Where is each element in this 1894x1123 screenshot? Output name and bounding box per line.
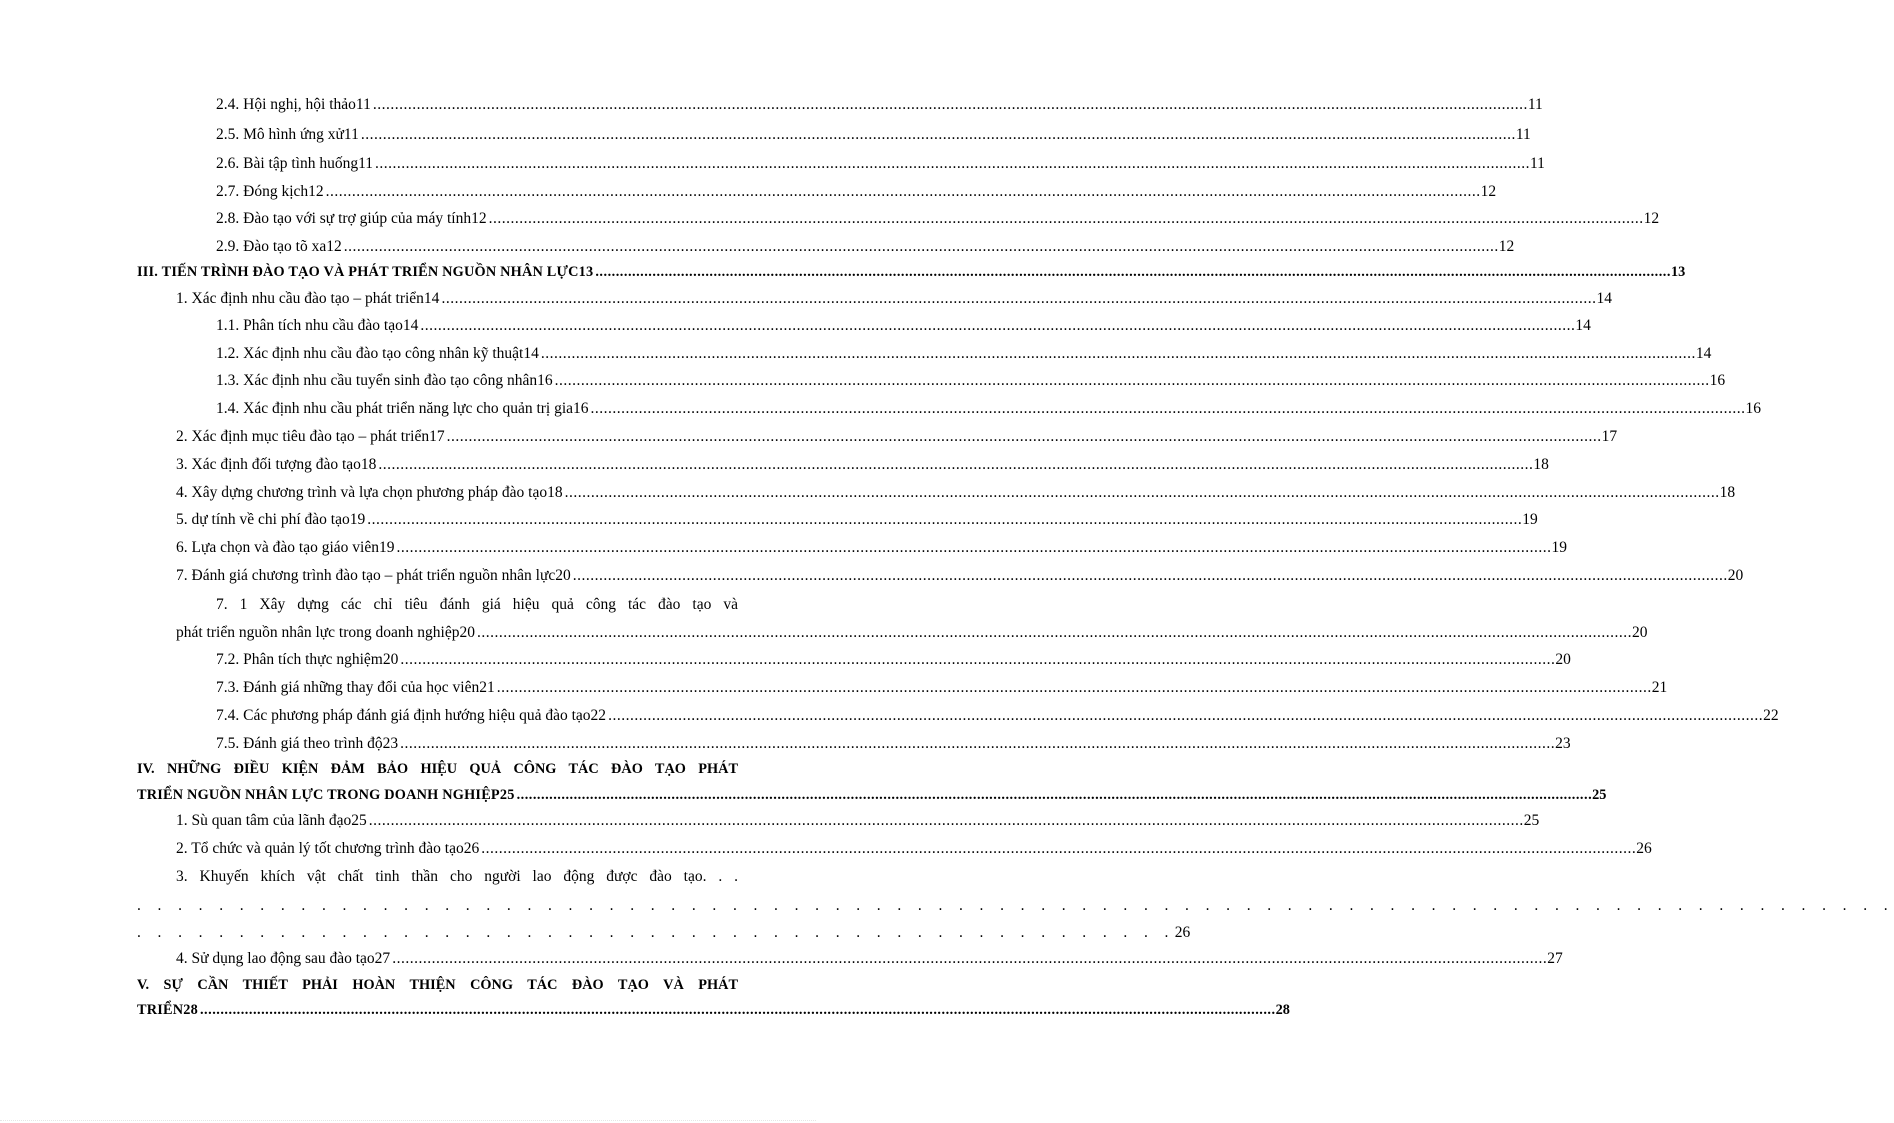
toc-entry[interactable] — [176, 620, 1648, 646]
toc-entry[interactable] — [216, 647, 1571, 673]
toc-entry-page: 12 — [1480, 183, 1497, 200]
dot-leader — [555, 368, 1710, 394]
toc-entry-title: phát triển nguồn nhân lực trong doanh nghiệp20 — [176, 624, 475, 641]
toc-entry-title: IV. NHỮNG ĐIỀU KIỆN ĐẢM BẢO HIỆU QUẢ CÔNG TÁC ĐÀO TẠO PHÁT — [137, 761, 738, 777]
toc-entry-title: III. TIẾN TRÌNH ĐÀO TẠO VÀ PHÁT TRIỂN NGUỒN NHÂN LỰC13 — [137, 264, 594, 280]
dot-leader — [373, 92, 1528, 118]
dot-leader — [375, 151, 1530, 177]
toc-entry-page: 20 — [1631, 624, 1648, 641]
toc-entry-title: 2. Tổ chức và quản lý tốt chương trình đào tạo26 — [176, 840, 480, 857]
toc-entry-page: 20 — [1555, 651, 1571, 668]
toc-entry-title: 7.5. Đánh giá theo trình độ23 — [216, 735, 399, 752]
toc-entry-page: 28 — [1275, 1002, 1290, 1018]
toc-entry[interactable] — [216, 396, 1762, 422]
toc-entry-title: 1.1. Phân tích nhu cầu đào tạo14 — [216, 317, 419, 334]
toc-entry-page: 11 — [1530, 155, 1545, 172]
toc-entry[interactable] — [176, 946, 1563, 972]
dot-leader — [565, 480, 1720, 506]
dot-leader — [361, 122, 1516, 148]
dot-leader — [326, 179, 1481, 205]
toc-entry-page: 19 — [1522, 511, 1538, 528]
toc-entry[interactable] — [216, 313, 1591, 339]
dot-leader — [517, 782, 1593, 808]
toc-entry-page: 14 — [1575, 317, 1591, 334]
dot-leader — [344, 234, 1499, 260]
toc-entry[interactable] — [216, 179, 1497, 205]
toc-entry-title: 7.4. Các phương pháp đánh giá định hướng hiệu quả đào tạo22 — [216, 707, 607, 724]
toc-entry-title: 2.6. Bài tập tình huống11 — [216, 155, 373, 172]
dot-leader — [400, 647, 1555, 673]
toc-entry-page: 26 — [1636, 840, 1652, 857]
dot-leader — [573, 563, 1728, 589]
toc-section-heading[interactable] — [137, 259, 1686, 285]
toc-entry[interactable] — [176, 452, 1549, 478]
dot-leader — [392, 946, 1547, 972]
toc-entry-page: 25 — [1523, 812, 1540, 829]
toc-entry-title: 4. Xây dựng chương trình và lựa chọn phương pháp đào tạo18 — [176, 484, 563, 501]
toc-entry-page: 16 — [1709, 372, 1726, 389]
toc-entry-page: 16 — [1745, 400, 1762, 417]
toc-entry-title: 4. Sử dụng lao động sau đào tạo27 — [176, 950, 391, 967]
dot-leader: . . . . . . . . . . . . . . . . . . . . . . . . . . . . . . . . . . . . . . . . . . . . . . . . . . . — [137, 924, 1175, 941]
toc-entry[interactable] — [176, 563, 1744, 589]
toc-entry[interactable] — [216, 206, 1660, 232]
toc-entry-page: 18 — [1719, 484, 1736, 501]
toc-entry[interactable] — [216, 675, 1668, 701]
toc-entry-page: 20 — [1727, 567, 1744, 584]
toc-entry-page: 13 — [1670, 264, 1686, 280]
dot-leader — [595, 259, 1671, 285]
toc-entry[interactable] — [216, 122, 1531, 148]
toc-entry-title: 2.7. Đóng kịch12 — [216, 183, 324, 200]
toc-entry[interactable] — [176, 535, 1567, 561]
toc-entry-page: 14 — [1695, 345, 1712, 362]
toc-entry-title: 2.9. Đào tạo tõ xa12 — [216, 238, 342, 255]
dot-leader — [367, 507, 1522, 533]
toc-entry-page: 17 — [1601, 428, 1618, 445]
toc-entry-page: 23 — [1555, 735, 1571, 752]
dot-leader — [378, 452, 1533, 478]
toc-entry-title: 7. Đánh giá chương trình đào tạo – phát triển nguồn nhân lực20 — [176, 567, 571, 584]
toc-entry-title: 3. Khuyến khích vật chất tinh thần cho người lao động được đào tạo. . . — [176, 868, 738, 885]
toc-entry-title: 1. Xác định nhu cầu đào tạo – phát triển14 — [176, 290, 440, 307]
toc-entry[interactable] — [216, 92, 1543, 118]
toc-entry-page: 26 — [1174, 924, 1191, 941]
toc-entry-page: 27 — [1547, 950, 1563, 967]
dot-leader: . . . . . . . . . . . . . . . . . . . . . . . . . . . . . . . . . . . . . . . . . . . . . . . . . . . . . . . . . . . . . . . . . . . . . . . . . . . . . . . . . . . . . . — [137, 897, 1894, 914]
toc-entry[interactable] — [216, 341, 1712, 367]
toc-entry-title: 6. Lựa chọn và đào tạo giáo viên19 — [176, 539, 395, 556]
dot-leader — [608, 703, 1763, 729]
toc-entry-wrapped-line[interactable] — [216, 592, 738, 618]
dot-leader — [447, 424, 1602, 450]
toc-entry[interactable] — [176, 808, 1540, 834]
page-bottom-edge — [0, 1120, 816, 1121]
dot-leader — [396, 535, 1551, 561]
toc-entry[interactable] — [216, 368, 1726, 394]
toc-entry[interactable] — [176, 836, 1652, 862]
toc-entry-page: 19 — [1551, 539, 1567, 556]
toc-entry-title: 5. dự tính về chi phí đào tạo19 — [176, 511, 366, 528]
toc-entry-title: 3. Xác định đối tượng đào tạo18 — [176, 456, 377, 473]
toc-entry[interactable] — [216, 731, 1571, 757]
toc-section-heading[interactable] — [137, 997, 1290, 1023]
toc-entry-title: TRIỂN28 — [137, 1002, 198, 1018]
toc-entry[interactable] — [176, 286, 1612, 312]
toc-entry[interactable] — [216, 234, 1515, 260]
dot-leader — [200, 997, 1276, 1023]
toc-entry-title: 1.2. Xác định nhu cầu đào tạo công nhân kỹ thuật14 — [216, 345, 539, 362]
toc-entry[interactable] — [176, 424, 1618, 450]
dot-leader — [497, 675, 1652, 701]
toc-entry-page: 18 — [1533, 456, 1549, 473]
toc-entry-title: 2.5. Mô hình ứng xử11 — [216, 126, 359, 143]
dot-leader — [400, 731, 1555, 757]
dot-leader — [441, 286, 1596, 312]
toc-section-heading[interactable] — [137, 782, 1607, 808]
toc-entry-wrapped-line[interactable] — [176, 864, 738, 890]
dot-leader — [477, 620, 1632, 646]
toc-entry-title: V. SỰ CẦN THIẾT PHẢI HOÀN THIỆN CÔNG TÁC ĐÀO TẠO VÀ PHÁT — [137, 977, 738, 993]
toc-entry-title: 1.4. Xác định nhu cầu phát triển năng lực cho quản trị gia16 — [216, 400, 589, 417]
toc-entry-title: 7. 1 Xây dựng các chỉ tiêu đánh giá hiệu quả công tác đào tạo và — [216, 596, 738, 613]
toc-entry-page: 21 — [1651, 679, 1668, 696]
dot-leader — [481, 836, 1636, 862]
toc-section-heading-wrapped-line[interactable] — [137, 756, 738, 782]
toc-entry-continuation[interactable] — [137, 920, 1191, 946]
toc-entry-page: 14 — [1596, 290, 1612, 307]
toc-entry-page: 25 — [1592, 787, 1607, 803]
toc-entry-title: 7.3. Đánh giá những thay đổi của học viên21 — [216, 679, 495, 696]
toc-entry-page: 12 — [1643, 210, 1660, 227]
dot-leader — [541, 341, 1696, 367]
toc-entry-title: TRIỂN NGUỒN NHÂN LỰC TRONG DOANH NGHIỆP25 — [137, 787, 515, 803]
toc-entry[interactable] — [216, 151, 1545, 177]
dot-leader — [420, 313, 1575, 339]
toc-entry-page: 11 — [1515, 126, 1531, 143]
dot-leader — [489, 206, 1644, 232]
toc-entry[interactable] — [176, 480, 1736, 506]
dot-leader — [369, 808, 1524, 834]
dot-leader — [591, 396, 1746, 422]
toc-entry-title: 2.4. Hội nghị, hội thảo11 — [216, 96, 371, 113]
toc-entry-page: 11 — [1527, 96, 1543, 113]
toc-section-heading-wrapped-line[interactable] — [137, 972, 738, 998]
toc-entry-title: 2.8. Đào tạo với sự trợ giúp của máy tính12 — [216, 210, 487, 227]
toc-entry-page: 22 — [1763, 707, 1779, 724]
toc-entry-title: 1.3. Xác định nhu cầu tuyển sinh đào tạo công nhân16 — [216, 372, 553, 389]
dot-leader-line — [137, 893, 1894, 919]
toc-entry[interactable] — [176, 507, 1538, 533]
toc-entry[interactable] — [216, 703, 1779, 729]
toc-entry-page: 12 — [1498, 238, 1515, 255]
toc-entry-title: 1. Sù quan tâm của lãnh đạo25 — [176, 812, 367, 829]
toc-entry-title: 7.2. Phân tích thực nghiệm20 — [216, 651, 399, 668]
toc-entry-title: 2. Xác định mục tiêu đào tạo – phát triển17 — [176, 428, 445, 445]
